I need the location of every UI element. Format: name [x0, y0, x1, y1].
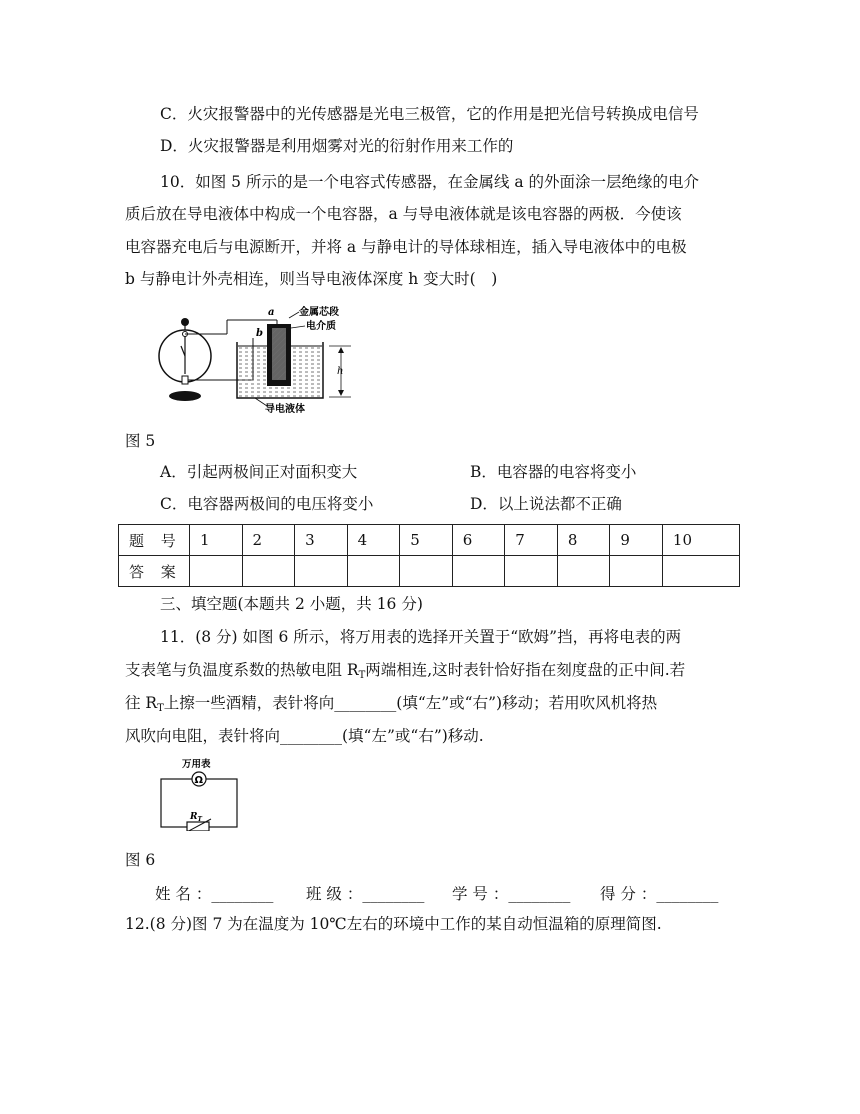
answer-table-row-answers [119, 556, 740, 587]
answer-table-number-cell: 8 [557, 525, 610, 556]
student-id-field[interactable]: 学 号 ：________ [452, 885, 571, 903]
q11-text-line4: 风吹向电阻，表针将向________(填“左”或“右”)移动. [125, 727, 484, 745]
fig5-label-liquid: 导电液体 [265, 404, 305, 415]
q10-text-line1: 10．如图 5 所示的是一个电容式传感器，在金属线 a 的外面涂一层绝缘的电介 [160, 173, 700, 191]
q11-text-line3: 往 $R_T$上擦一些酒精，表针将向________(填“左”或“右”)移动；若用吹风机将热 [125, 694, 658, 714]
answer-table [118, 524, 740, 587]
fig5-label-h: h [337, 366, 344, 377]
fig6-label-rt: $R_T$ [190, 812, 202, 823]
answer-cell[interactable] [662, 556, 739, 587]
answer-table-number-cell: 4 [347, 525, 400, 556]
q10-option-d: D．以上说法都不正确 [470, 495, 622, 513]
answer-table-row-numbers [119, 525, 740, 556]
answer-cell[interactable] [400, 556, 453, 587]
q10-text-line4: b 与静电计外壳相连，则当导电液体深度 h 变大时( ) [125, 270, 498, 288]
answer-table-number-cell: 5 [400, 525, 453, 556]
answer-table-head-answer: 答 案 [119, 556, 190, 587]
fig5-label-core: 金属芯段 [299, 307, 339, 318]
answer-table-number-cell: 10 [662, 525, 739, 556]
q11-text-line1: 11．(8 分) 如图 6 所示，将万用表的选择开关置于“欧姆”挡，再将电表的两 [160, 628, 682, 646]
figure-5-capacitive-sensor [155, 298, 365, 416]
answer-table-number-cell: 3 [295, 525, 348, 556]
q10-text-line3: 电容器充电后与电源断开，并将 a 与静电计的导体球相连，插入导电液体中的电极 [125, 238, 687, 256]
answer-table-number-cell: 1 [190, 525, 243, 556]
answer-table-number-cell: 7 [505, 525, 558, 556]
q10-text-line2: 质后放在导电液体中构成一个电容器，a 与导电液体就是该电容器的两极．今使该 [125, 205, 682, 223]
answer-cell[interactable] [557, 556, 610, 587]
student-score-field[interactable]: 得 分 ：________ [600, 885, 719, 903]
student-name-field[interactable]: 姓 名 ：________ [155, 885, 274, 903]
figure-6-multimeter-circuit [155, 757, 245, 831]
answer-table-head-number: 题 号 [119, 525, 190, 556]
figure-5-caption: 图 5 [125, 432, 156, 450]
answer-cell[interactable] [347, 556, 400, 587]
fig6-omega-symbol: Ω [194, 775, 204, 786]
answer-cell[interactable] [505, 556, 558, 587]
answer-table-number-cell: 2 [242, 525, 295, 556]
q9-option-c: C．火灾报警器中的光传感器是光电三极管，它的作用是把光信号转换成电信号 [160, 105, 699, 123]
q10-option-c: C．电容器两极间的电压将变小 [160, 495, 374, 513]
answer-cell[interactable] [295, 556, 348, 587]
section-3-title: 三、填空题(本题共 2 小题，共 16 分) [160, 595, 423, 613]
figure-6-caption: 图 6 [125, 851, 156, 869]
answer-table-number-cell: 6 [452, 525, 505, 556]
fig5-label-b: b [256, 328, 263, 339]
q12-text-line1: 12.(8 分)图 7 为在温度为 10℃左右的环境中工作的某自动恒温箱的原理简图. [125, 915, 662, 933]
fig5-label-a: a [268, 307, 275, 318]
fig6-label-meter: 万用表 [182, 759, 211, 770]
q11-text-line2: 支表笔与负温度系数的热敏电阻 $R_T$两端相连,这时表针恰好指在刻度盘的正中间.若 [125, 661, 686, 681]
fig5-label-dielectric: 电介质 [306, 321, 336, 332]
q10-option-a: A．引起两极间正对面积变大 [160, 463, 358, 481]
answer-cell[interactable] [610, 556, 663, 587]
answer-cell[interactable] [452, 556, 505, 587]
student-class-field[interactable]: 班 级 ：________ [306, 885, 425, 903]
answer-cell[interactable] [242, 556, 295, 587]
q9-option-d: D．火灾报警器是利用烟雾对光的衍射作用来工作的 [160, 137, 514, 155]
answer-table-number-cell: 9 [610, 525, 663, 556]
q10-option-b: B．电容器的电容将变小 [470, 463, 637, 481]
answer-cell[interactable] [190, 556, 243, 587]
